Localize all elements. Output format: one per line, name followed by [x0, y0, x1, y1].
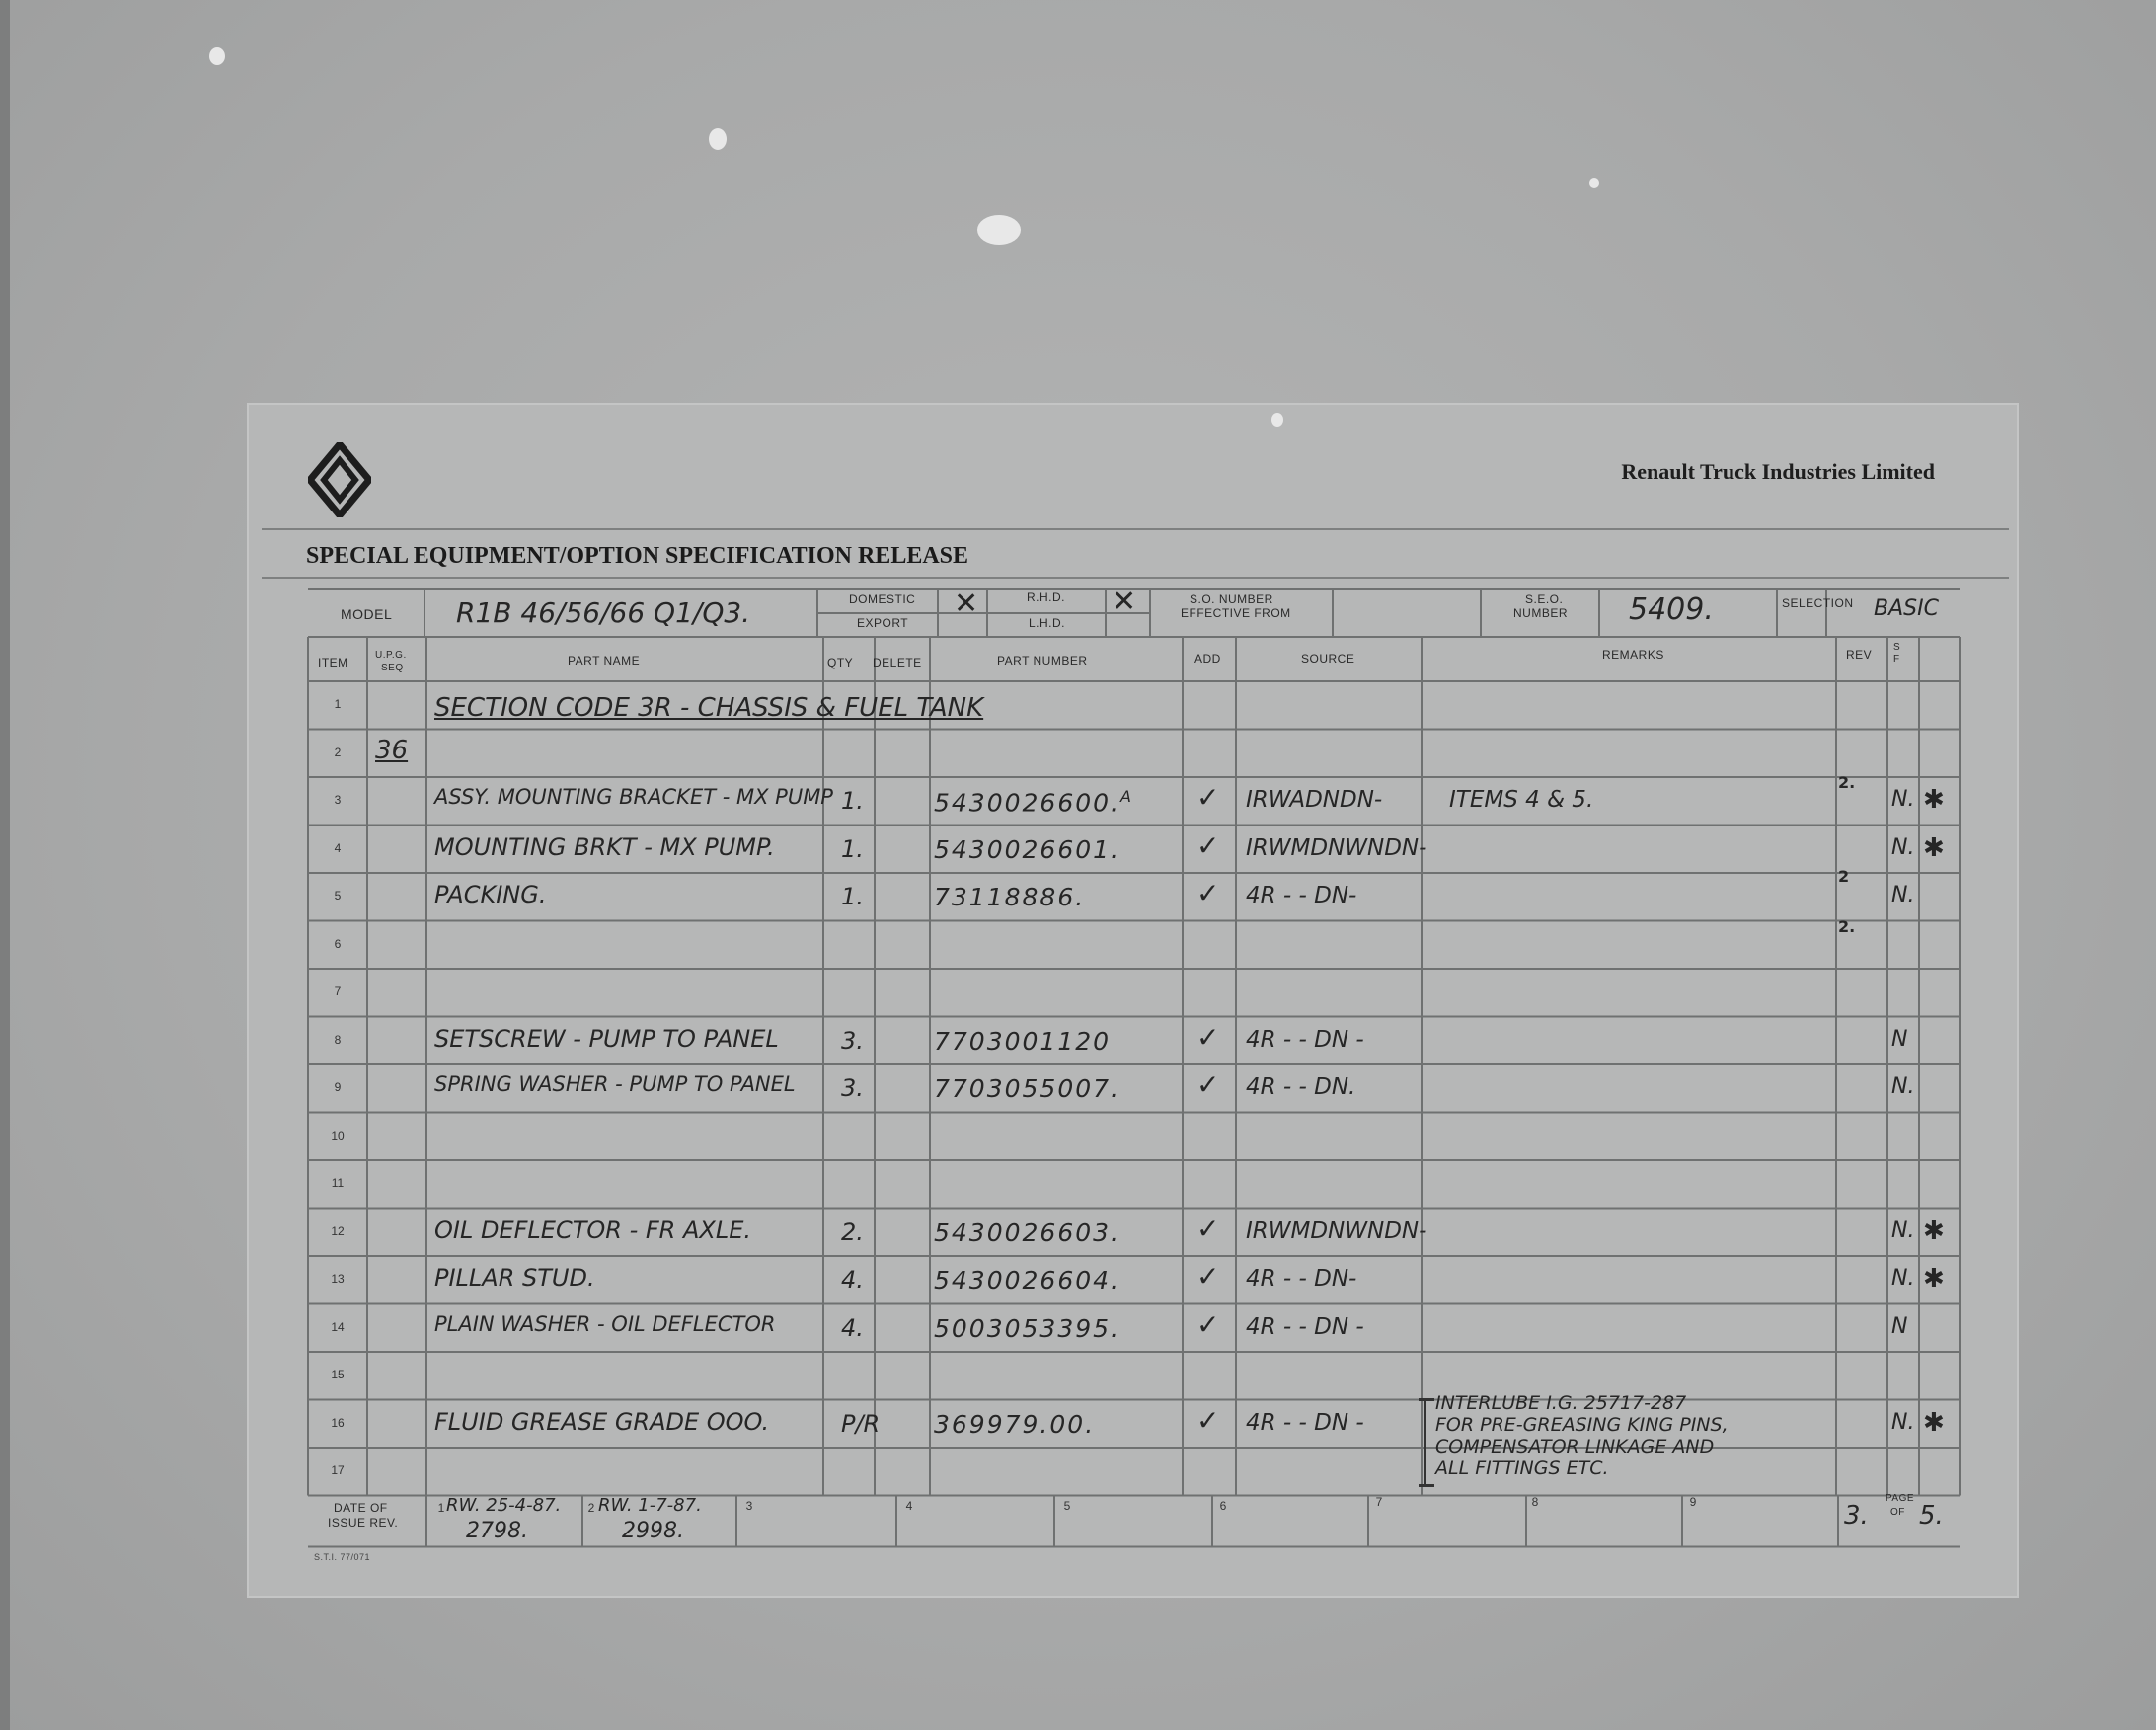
remarks-note-line: ALL FITTINGS ETC.: [1435, 1457, 1609, 1479]
add-checkmark: ✓: [1196, 877, 1220, 909]
asterisk-mark: ✱: [1923, 1264, 1945, 1294]
so-number-label: S.O. NUMBER: [1190, 592, 1273, 606]
part-number: 73118886.: [934, 883, 1086, 911]
col-delete: DELETE: [873, 656, 922, 669]
domestic-label: DOMESTIC: [849, 592, 916, 606]
item-number: 1: [334, 697, 342, 711]
col-item: ITEM: [318, 656, 348, 669]
source-code: IRWADNDN-: [1246, 787, 1383, 813]
col-part-name: PART NAME: [568, 654, 641, 668]
part-name: SPRING WASHER - PUMP TO PANEL: [434, 1072, 796, 1096]
model-value: R1B 46/56/66 Q1/Q3.: [456, 596, 751, 629]
source-code: 4R - - DN -: [1246, 1313, 1364, 1340]
col-rev: REV: [1846, 648, 1873, 662]
export-label: EXPORT: [857, 616, 909, 630]
item-number: 12: [331, 1223, 345, 1238]
new-flag: N.: [1891, 1074, 1915, 1099]
rev-slot-3-number: 3: [745, 1499, 753, 1513]
quantity: 1.: [841, 834, 864, 863]
part-name: MOUNTING BRKT - MX PUMP.: [434, 832, 775, 861]
date-of-issue-label: DATE OF: [334, 1501, 388, 1515]
item-number: 3: [334, 793, 342, 807]
seo-number-value: 5409.: [1629, 592, 1714, 627]
asterisk-mark: ✱: [1923, 785, 1945, 815]
rhd-label: R.H.D.: [1027, 590, 1065, 604]
new-flag: N.: [1891, 787, 1915, 812]
rhd-checkmark: ✕: [1112, 585, 1137, 619]
source-code: IRWMDNWNDN-: [1246, 834, 1427, 861]
remarks-note-line: FOR PRE-GREASING KING PINS,: [1435, 1414, 1729, 1436]
rev-1-ref: 2798.: [466, 1519, 528, 1543]
part-number: 5430026603.: [934, 1218, 1121, 1247]
domestic-checkmark: ✕: [954, 587, 979, 621]
item-number: 17: [331, 1463, 345, 1477]
col-qty: QTY: [827, 656, 854, 669]
remarks-bracket: [1424, 1398, 1432, 1487]
source-code: 4R - - DN-: [1246, 1266, 1357, 1292]
rev-slot-8-number: 8: [1531, 1495, 1539, 1509]
lhd-label: L.H.D.: [1029, 616, 1066, 630]
col-upg: U.P.G.: [375, 650, 407, 661]
scan-speck: [209, 47, 225, 65]
part-name: PILLAR STUD.: [434, 1264, 595, 1292]
rev-slot-5-number: 5: [1063, 1499, 1071, 1513]
rev-2-date: RW. 1-7-87.: [598, 1495, 702, 1516]
asterisk-mark: ✱: [1923, 832, 1945, 863]
quantity: 3.: [841, 1026, 864, 1055]
rev-slot-4-number: 4: [905, 1499, 913, 1513]
item-number: 16: [331, 1415, 345, 1430]
item-number: 10: [331, 1128, 345, 1142]
part-name: PACKING.: [434, 881, 547, 908]
col-add: ADD: [1194, 652, 1221, 666]
col-remarks: REMARKS: [1602, 648, 1664, 662]
col-sf: S F: [1893, 642, 1901, 665]
new-flag: N.: [1891, 1266, 1915, 1291]
part-number: 7703001120: [934, 1026, 1112, 1056]
item-number: 13: [331, 1272, 345, 1286]
rev-slot-6-number: 6: [1219, 1499, 1227, 1513]
item-number: 6: [334, 936, 342, 951]
new-flag: N: [1891, 1026, 1908, 1052]
scan-speck: [977, 215, 1021, 245]
revision-mark: 2.: [1838, 916, 1856, 936]
add-checkmark: ✓: [1196, 1260, 1220, 1293]
add-checkmark: ✓: [1196, 1212, 1220, 1245]
part-number: 5430026604.: [934, 1266, 1121, 1295]
scan-speck: [709, 128, 727, 150]
seo-number-label: NUMBER: [1513, 606, 1569, 620]
quantity: P/R: [841, 1409, 881, 1438]
model-label: MODEL: [341, 606, 393, 622]
part-name: PLAIN WASHER - OIL DEFLECTOR: [434, 1311, 776, 1336]
source-code: 4R - - DN.: [1246, 1074, 1356, 1100]
quantity: 4.: [841, 1266, 864, 1294]
remarks-note-line: COMPENSATOR LINKAGE AND: [1435, 1436, 1715, 1457]
item-number: 5: [334, 889, 342, 903]
quantity: 1.: [841, 787, 864, 815]
item-number: 15: [331, 1368, 345, 1381]
revision-mark: 2: [1838, 867, 1850, 886]
quantity: 3.: [841, 1074, 864, 1102]
upg-seq-value: 36: [375, 735, 409, 765]
new-flag: N: [1891, 1313, 1908, 1339]
effective-from-label: EFFECTIVE FROM: [1181, 606, 1291, 620]
page-current: 3.: [1844, 1501, 1869, 1531]
rev-2-ref: 2998.: [622, 1519, 684, 1543]
item-number: 11: [331, 1176, 345, 1190]
new-flag: N.: [1891, 1218, 1915, 1243]
page-of-label: OF: [1890, 1507, 1905, 1518]
part-number: 7703055007.: [934, 1074, 1121, 1103]
col-part-number: PART NUMBER: [997, 654, 1088, 668]
quantity: 4.: [841, 1313, 864, 1342]
rev-slot-7-number: 7: [1375, 1495, 1383, 1509]
source-code: 4R - - DN -: [1246, 1026, 1364, 1053]
part-number: 369979.00.: [934, 1409, 1096, 1439]
add-checkmark: ✓: [1196, 1068, 1220, 1101]
part-name: ASSY. MOUNTING BRACKET - MX PUMP: [434, 785, 833, 809]
company-name: Renault Truck Industries Limited: [1621, 459, 1935, 484]
quantity: 2.: [841, 1218, 864, 1246]
page-total: 5.: [1919, 1501, 1944, 1531]
issue-rev-label: ISSUE REV.: [328, 1516, 399, 1530]
revision-mark: 2.: [1838, 773, 1856, 792]
quantity: 1.: [841, 883, 864, 910]
part-name: FLUID GREASE GRADE OOO.: [434, 1407, 770, 1436]
item-number: 2: [334, 745, 342, 759]
scan-speck: [1271, 413, 1283, 427]
new-flag: N.: [1891, 883, 1915, 907]
part-number-revision-mark: A: [1120, 787, 1133, 806]
remarks-note-line: INTERLUBE I.G. 25717-287: [1435, 1392, 1687, 1414]
source-code: 4R - - DN -: [1246, 1409, 1364, 1436]
part-number: 5003053395.: [934, 1313, 1121, 1343]
part-number: 5430026601.: [934, 834, 1121, 864]
add-checkmark: ✓: [1196, 1403, 1220, 1437]
remarks-text: ITEMS 4 & 5.: [1449, 787, 1594, 813]
col-source: SOURCE: [1301, 652, 1355, 666]
part-name: OIL DEFLECTOR - FR AXLE.: [434, 1216, 751, 1244]
part-name: SECTION CODE 3R - CHASSIS & FUEL TANK: [434, 693, 984, 723]
rev-slot-1-number: 1: [437, 1501, 445, 1515]
document-title: SPECIAL EQUIPMENT/OPTION SPECIFICATION RELEASE: [306, 543, 969, 569]
rev-1-date: RW. 25-4-87.: [446, 1495, 562, 1516]
item-number: 4: [334, 840, 342, 855]
seo-label: S.E.O.: [1525, 592, 1564, 606]
item-number: 9: [334, 1080, 342, 1094]
source-code: 4R - - DN-: [1246, 883, 1357, 908]
source-code: IRWMDNWNDN-: [1246, 1218, 1427, 1244]
new-flag: N.: [1891, 834, 1915, 860]
rev-slot-2-number: 2: [587, 1501, 595, 1515]
col-upg-seq: SEQ: [381, 663, 404, 673]
item-number: 7: [334, 984, 342, 998]
selection-label: SELECTION: [1782, 596, 1854, 610]
asterisk-mark: ✱: [1923, 1407, 1945, 1438]
part-name: SETSCREW - PUMP TO PANEL: [434, 1024, 779, 1053]
rev-slot-9-number: 9: [1689, 1495, 1697, 1509]
part-number: 5430026600.$^A$: [934, 787, 1133, 818]
add-checkmark: ✓: [1196, 781, 1220, 814]
add-checkmark: ✓: [1196, 1307, 1220, 1341]
form-code: S.T.I. 77/071: [314, 1552, 371, 1562]
item-number: 14: [331, 1319, 345, 1334]
scan-speck: [1589, 178, 1599, 188]
add-checkmark: ✓: [1196, 1020, 1220, 1054]
page-label: PAGE: [1886, 1493, 1915, 1504]
selection-value: BASIC: [1874, 596, 1939, 621]
item-number: 8: [334, 1032, 342, 1047]
add-checkmark: ✓: [1196, 828, 1220, 862]
new-flag: N.: [1891, 1409, 1915, 1435]
asterisk-mark: ✱: [1923, 1216, 1945, 1246]
